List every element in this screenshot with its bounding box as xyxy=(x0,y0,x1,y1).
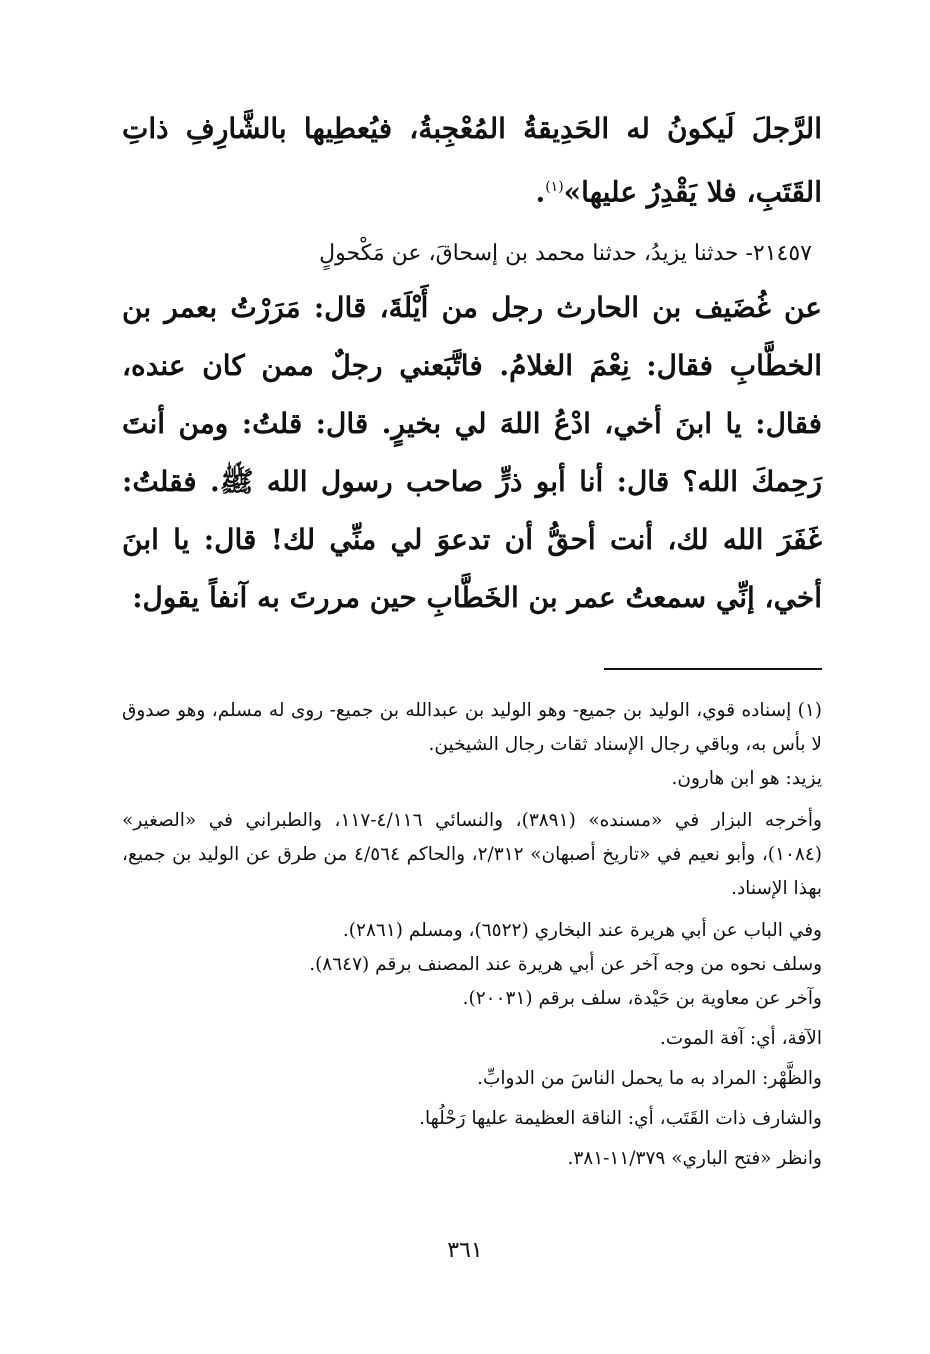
footnote-sharif: والشارف ذات القَتَب، أي: الناقة العظيمة عليها رَحْلُها. xyxy=(419,1108,822,1129)
footnote-bab: وفي الباب عن أبي هريرة عند البخاري (٦٥٢٢)، ومسلم (٢٨٦١). xyxy=(342,920,822,941)
footnote-fath: وانظر «فتح الباري» ١١/٣٧٩-٣٨١. xyxy=(567,1148,822,1169)
continuation-text: الرَّجلَ لَيكونُ له الحَدِيقةُ المُعْجِبةُ، فيُعطِيها بالشَّارِفِ ذاتِ القَتَبِ، فلا يَقْدِرُ عليها» xyxy=(122,112,822,209)
main-text xyxy=(122,100,822,627)
footnote-1: (١) إسناده قوي، الوليد بن جميع- وهو الوليد بن عبدالله بن جميع- روى له مسلم، وهو صدوق لا بأس به، وباقي رجال الإسناد ثقات رجال الشيخين. xyxy=(122,700,822,755)
footnote-separator xyxy=(604,668,822,670)
footnote-akhar: وآخر عن معاوية بن حَيْدة، سلف برقم (٢٠٠٣١). xyxy=(462,988,822,1009)
page-number: ٣٦١ xyxy=(447,1238,483,1263)
footnote-salaf: وسلف نحوه من وجه آخر عن أبي هريرة عند المصنف برقم (٨٦٤٧). xyxy=(309,954,822,975)
footnote-afa: الآفة، أي: آفة الموت. xyxy=(659,1028,822,1049)
footnotes-section xyxy=(122,694,822,1182)
continuation-end: . xyxy=(535,175,546,209)
hadith-text-paragraph: عن غُضَيف بن الحارث رجل من أَيْلَةَ، قال: مَرَرْتُ بعمر بن الخطَّابِ فقال: نِعْمَ الغلامُ. فاتَّبَعني رجلٌ ممن كان عنده، فقال: يا ابنَ أخي، ادْعُ اللهَ لي بخيرٍ. قال: قلتُ: ومن أنتَ رَحِمكَ الله؟ قال: أنا أبو ذرٍّ صاحب رسول الله ﷺ. فقلتُ: غَفَرَ الله لك، أنت أحقُّ أن تدعوَ لي منِّي لك! قال: يا ابنَ أخي، إنِّي سمعتُ عمر بن الخَطَّابِ حين مررتَ به آنفاً يقول: xyxy=(122,291,822,615)
footnote-reference: (١) xyxy=(545,179,564,195)
hadith-chain-heading: ٢١٤٥٧- حدثنا يزيدُ، حدثنا محمد بن إسحاقَ، عن مَكْحولٍ xyxy=(319,241,812,267)
footnote-zahr: والظَّهْر: المراد به ما يحمل الناسَ من الدوابِّ. xyxy=(477,1068,822,1089)
footnote-takhrij: وأخرجه البزار في «مسنده» (٣٨٩١)، والنسائي ٤/١١٦-١١٧، والطبراني في «الصغير» (١٠٨٤)، وأبو نعيم في «تاريخ أصبهان» ٢/٣١٢، والحاكم ٤/٥٦٤ من طرق عن الوليد بن جميع، بهذا الإسناد. xyxy=(122,810,822,899)
continuation-paragraph xyxy=(122,100,822,221)
footnote-1-narrator: يزيد: هو ابن هارون. xyxy=(671,768,822,789)
